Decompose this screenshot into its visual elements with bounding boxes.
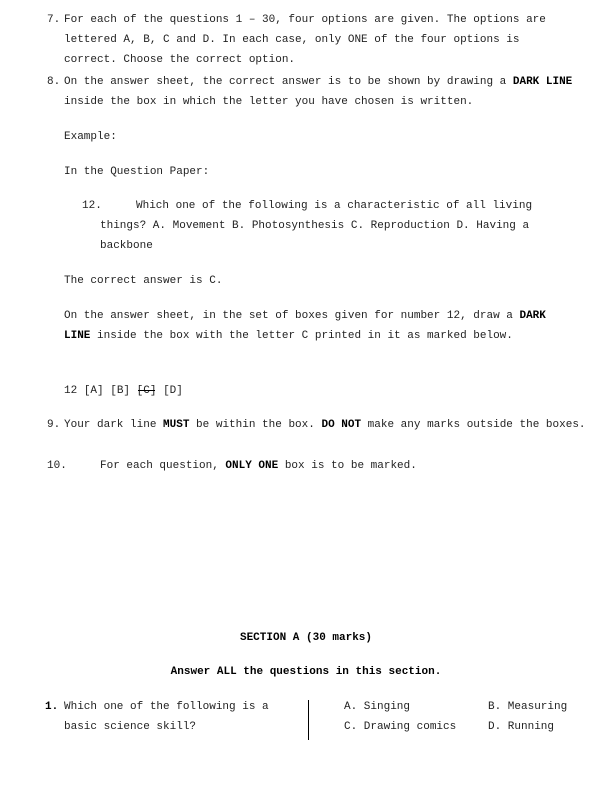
section-subtitle: Answer ALL the questions in this section. (170, 666, 442, 678)
question-1-text: Which one of the following is a basic science skill? (64, 701, 269, 733)
example-question-number: 12. (82, 200, 102, 212)
box-b: [B] (110, 385, 131, 397)
question-paper-label: In the Question Paper: (64, 166, 210, 178)
correct-answer-text: The correct answer is C. (64, 275, 223, 287)
instruction-9-number: 9. (47, 419, 61, 431)
example-label: Example: (64, 131, 117, 143)
instruction-10-number: 10. (47, 460, 67, 472)
box-d: [D] (163, 385, 183, 397)
question-1-option-b: B. Measuring (488, 701, 568, 713)
example-question-text: Which one of the following is a characteristic of all living things? A. Movement B. Photosynthesis C. Reproduction D. Having a backbone (100, 200, 533, 252)
instruction-8-emphasis: DARK LINE (512, 76, 573, 88)
answer-sheet-emphasis: DARK LINE (64, 310, 546, 342)
instruction-8-text: On the answer sheet, the correct answer is to be shown by drawing a DARK LINE inside the box in which the letter you have chosen is written. (64, 76, 573, 108)
question-1-option-a: A. Singing (344, 701, 411, 713)
section-title: SECTION A (30 marks) (239, 632, 373, 644)
instruction-7-number: 7. (47, 14, 61, 26)
question-1-number: 1. (45, 701, 59, 713)
question-1-option-c: C. Drawing comics (344, 721, 457, 733)
marked-answer-boxes: 12 [A] [B] [C] [D] (64, 381, 183, 401)
question-1-option-d: D. Running (488, 721, 555, 733)
instruction-7-text: For each of the questions 1 – 30, four options are given. The options are lettered A, B, C and D. In each case, only ONE of the four options is correct. Choose the correct option. (64, 14, 546, 66)
instruction-9-text: Your dark line MUST be within the box. DO NOT make any marks outside the boxes. (64, 419, 586, 431)
instruction-8-number: 8. (47, 76, 61, 88)
box-c-marked: [C] (137, 381, 157, 401)
instruction-10-text: For each question, ONLY ONE box is to be marked. (100, 460, 417, 472)
answer-sheet-instruction: On the answer sheet, in the set of boxes given for number 12, draw a DARK LINE inside the box with the letter C printed in it as marked below. (64, 310, 546, 342)
box-a: [A] (83, 385, 104, 397)
question-divider (308, 700, 309, 740)
